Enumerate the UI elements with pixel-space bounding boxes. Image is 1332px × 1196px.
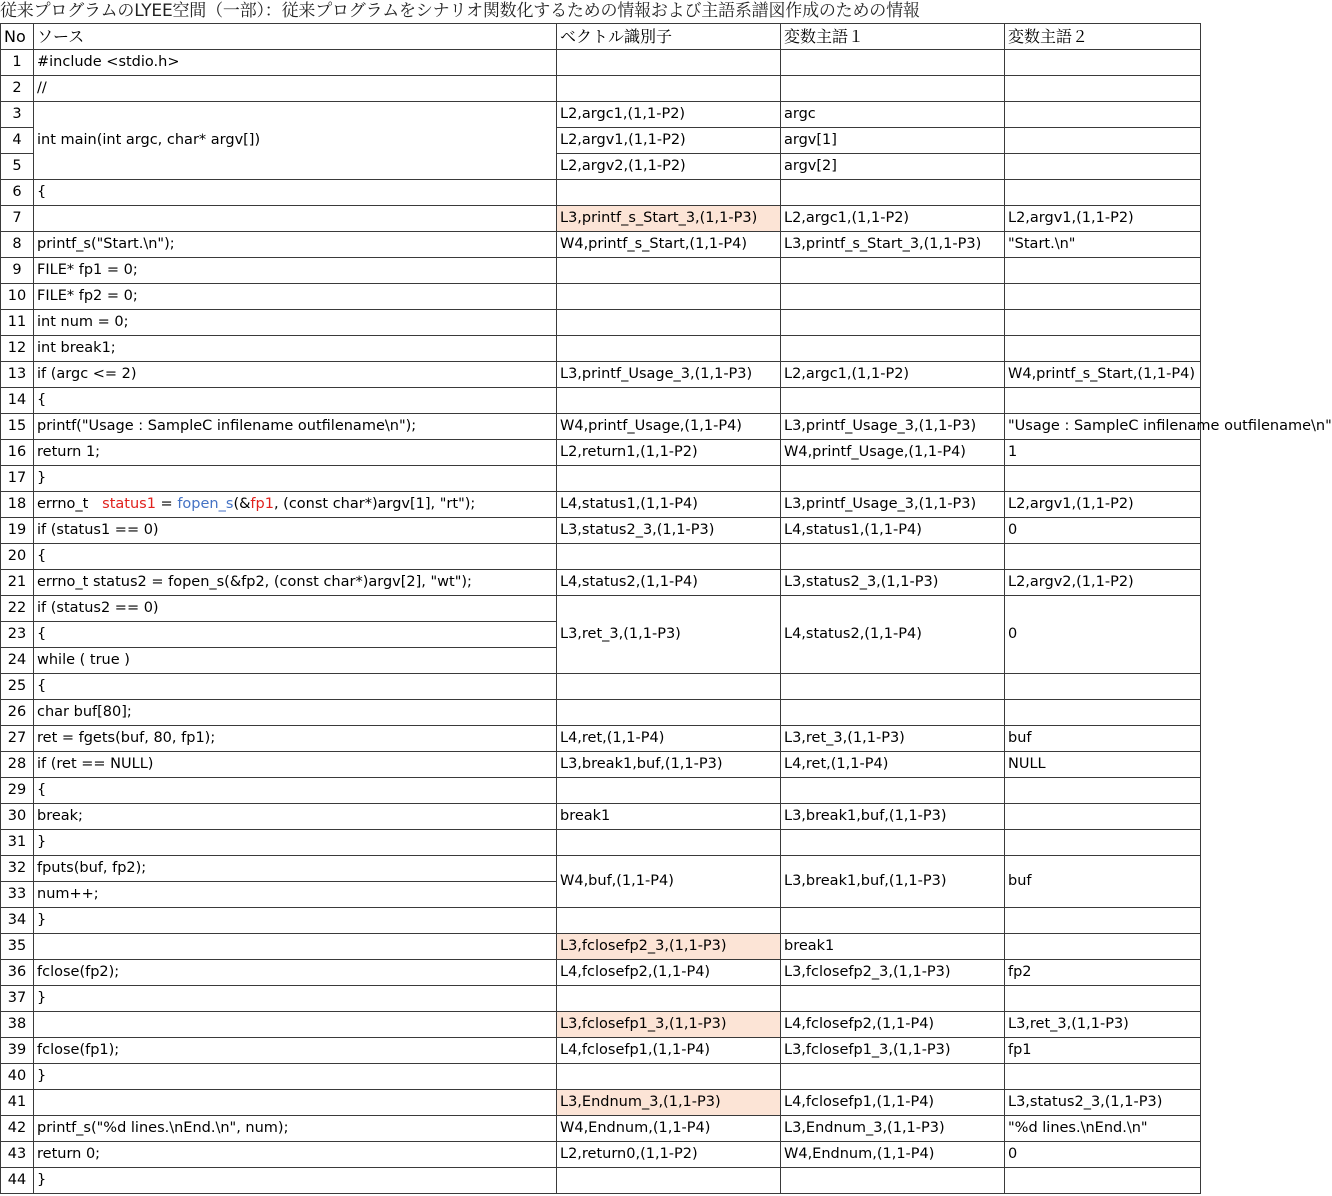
var-subject-2-cell: L3,ret_3,(1,1-P3) xyxy=(1005,1012,1201,1038)
source-cell: num++; xyxy=(34,882,557,908)
var-subject-2-cell xyxy=(1005,778,1201,804)
var-subject-1-cell: L4,fclosefp1,(1,1-P4) xyxy=(781,1090,1005,1116)
row-number: 28 xyxy=(1,752,34,778)
table-row xyxy=(1,1090,1201,1116)
var-subject-1-cell xyxy=(781,544,1005,570)
table-row xyxy=(1,544,1201,570)
source-cell: printf_s("%d lines.\nEnd.\n", num); xyxy=(34,1116,557,1142)
source-cell xyxy=(34,934,557,960)
source-cell: int num = 0; xyxy=(34,310,557,336)
table-row xyxy=(1,700,1201,726)
vector-id-cell: W4,Endnum,(1,1-P4) xyxy=(557,1116,781,1142)
var-subject-2-cell xyxy=(1005,50,1201,76)
row-number: 18 xyxy=(1,492,34,518)
var-subject-2-cell xyxy=(1005,804,1201,830)
var-subject-1-cell: break1 xyxy=(781,934,1005,960)
var-subject-2-cell: fp2 xyxy=(1005,960,1201,986)
var-subject-2-cell: L3,status2_3,(1,1-P3) xyxy=(1005,1090,1201,1116)
source-cell: { xyxy=(34,388,557,414)
table-row xyxy=(1,934,1201,960)
header-source: ソース xyxy=(34,24,557,50)
var-subject-2-cell: L2,argv2,(1,1-P2) xyxy=(1005,570,1201,596)
var-subject-2-cell: 0 xyxy=(1005,1142,1201,1168)
table-row xyxy=(1,284,1201,310)
row-number: 34 xyxy=(1,908,34,934)
var-subject-2-cell: "%d lines.\nEnd.\n" xyxy=(1005,1116,1201,1142)
var-subject-2-cell: fp1 xyxy=(1005,1038,1201,1064)
var-subject-2-cell xyxy=(1005,310,1201,336)
vector-id-cell: L3,ret_3,(1,1-P3) xyxy=(557,596,781,674)
row-number: 20 xyxy=(1,544,34,570)
var-subject-1-cell xyxy=(781,50,1005,76)
var-subject-1-cell: L3,fclosefp2_3,(1,1-P3) xyxy=(781,960,1005,986)
var-subject-1-cell: L2,argc1,(1,1-P2) xyxy=(781,206,1005,232)
table-row xyxy=(1,960,1201,986)
source-cell: ret = fgets(buf, 80, fp1); xyxy=(34,726,557,752)
var-subject-1-cell: L4,ret,(1,1-P4) xyxy=(781,752,1005,778)
source-cell: #include <stdio.h> xyxy=(34,50,557,76)
var-subject-1-cell: L3,ret_3,(1,1-P3) xyxy=(781,726,1005,752)
table-row xyxy=(1,1168,1201,1194)
source-cell: FILE* fp2 = 0; xyxy=(34,284,557,310)
vector-id-cell: L4,fclosefp1,(1,1-P4) xyxy=(557,1038,781,1064)
vector-id-cell: L3,break1,buf,(1,1-P3) xyxy=(557,752,781,778)
vector-id-cell: L4,status2,(1,1-P4) xyxy=(557,570,781,596)
var-subject-1-cell: L3,status2_3,(1,1-P3) xyxy=(781,570,1005,596)
row-number: 9 xyxy=(1,258,34,284)
row-number: 21 xyxy=(1,570,34,596)
row-number: 22 xyxy=(1,596,34,622)
row-number: 3 xyxy=(1,102,34,128)
var-subject-1-cell xyxy=(781,986,1005,1012)
table-row xyxy=(1,856,1201,882)
row-number: 11 xyxy=(1,310,34,336)
table-row xyxy=(1,596,1201,622)
vector-id-cell xyxy=(557,778,781,804)
source-cell: } xyxy=(34,986,557,1012)
var-subject-1-cell: argc xyxy=(781,102,1005,128)
source-cell xyxy=(34,492,557,518)
source-cell: } xyxy=(34,1168,557,1194)
row-number: 29 xyxy=(1,778,34,804)
table-row xyxy=(1,518,1201,544)
table-row xyxy=(1,1116,1201,1142)
var-subject-1-cell: L4,status2,(1,1-P4) xyxy=(781,596,1005,674)
vector-id-cell: L4,ret,(1,1-P4) xyxy=(557,726,781,752)
table-row xyxy=(1,466,1201,492)
var-subject-1-cell xyxy=(781,284,1005,310)
source-cell: if (argc <= 2) xyxy=(34,362,557,388)
var-subject-1-cell xyxy=(781,778,1005,804)
table-row xyxy=(1,778,1201,804)
table-row xyxy=(1,440,1201,466)
var-subject-1-cell: L3,printf_Usage_3,(1,1-P3) xyxy=(781,414,1005,440)
var-subject-1-cell xyxy=(781,388,1005,414)
source-cell: fclose(fp2); xyxy=(34,960,557,986)
src-token-fp1: fp1 xyxy=(250,496,274,512)
var-subject-2-cell xyxy=(1005,674,1201,700)
var-subject-1-cell: L3,fclosefp1_3,(1,1-P3) xyxy=(781,1038,1005,1064)
src-token-fopen-s: fopen_s xyxy=(177,496,234,512)
var-subject-2-cell xyxy=(1005,544,1201,570)
src-token: (& xyxy=(233,496,251,512)
var-subject-2-cell: buf xyxy=(1005,726,1201,752)
var-subject-1-cell xyxy=(781,310,1005,336)
var-subject-1-cell: W4,Endnum,(1,1-P4) xyxy=(781,1142,1005,1168)
var-subject-2-cell xyxy=(1005,1168,1201,1194)
vector-id-cell: L3,printf_s_Start_3,(1,1-P3) xyxy=(557,206,781,232)
var-subject-1-cell xyxy=(781,700,1005,726)
var-subject-1-cell: L3,printf_Usage_3,(1,1-P3) xyxy=(781,492,1005,518)
var-subject-2-cell: L2,argv1,(1,1-P2) xyxy=(1005,492,1201,518)
row-number: 17 xyxy=(1,466,34,492)
source-cell: while ( true ) xyxy=(34,648,557,674)
var-subject-1-cell: L2,argc1,(1,1-P2) xyxy=(781,362,1005,388)
vector-id-cell xyxy=(557,544,781,570)
src-token: errno_t xyxy=(37,496,103,512)
source-cell: } xyxy=(34,1064,557,1090)
var-subject-1-cell xyxy=(781,466,1005,492)
var-subject-2-cell: "Usage : SampleC infilename outfilename\n" xyxy=(1005,414,1201,440)
row-number: 30 xyxy=(1,804,34,830)
source-cell: } xyxy=(34,908,557,934)
var-subject-2-cell xyxy=(1005,128,1201,154)
var-subject-2-cell xyxy=(1005,180,1201,206)
header-row xyxy=(1,24,1201,50)
var-subject-2-cell xyxy=(1005,154,1201,180)
table-row xyxy=(1,232,1201,258)
var-subject-1-cell: L3,printf_s_Start_3,(1,1-P3) xyxy=(781,232,1005,258)
vector-id-cell xyxy=(557,986,781,1012)
table-row xyxy=(1,180,1201,206)
var-subject-2-cell xyxy=(1005,1064,1201,1090)
src-token-status1: status1 xyxy=(102,496,156,512)
var-subject-2-cell xyxy=(1005,830,1201,856)
table-row xyxy=(1,1064,1201,1090)
header-var-subject-2: 変数主語２ xyxy=(1005,24,1201,50)
vector-id-cell: break1 xyxy=(557,804,781,830)
table-row xyxy=(1,206,1201,232)
var-subject-1-cell xyxy=(781,336,1005,362)
row-number: 43 xyxy=(1,1142,34,1168)
var-subject-1-cell: L3,break1,buf,(1,1-P3) xyxy=(781,856,1005,908)
table-row xyxy=(1,570,1201,596)
table-row xyxy=(1,414,1201,440)
vector-id-cell: L2,argv1,(1,1-P2) xyxy=(557,128,781,154)
vector-id-cell xyxy=(557,830,781,856)
row-number: 4 xyxy=(1,128,34,154)
source-cell xyxy=(34,1012,557,1038)
var-subject-2-cell xyxy=(1005,934,1201,960)
vector-id-cell xyxy=(557,466,781,492)
var-subject-1-cell: L3,Endnum_3,(1,1-P3) xyxy=(781,1116,1005,1142)
var-subject-2-cell: 0 xyxy=(1005,596,1201,674)
row-number: 7 xyxy=(1,206,34,232)
vector-id-cell: W4,printf_s_Start,(1,1-P4) xyxy=(557,232,781,258)
row-number: 42 xyxy=(1,1116,34,1142)
source-cell: return 0; xyxy=(34,1142,557,1168)
table-row xyxy=(1,1142,1201,1168)
source-cell: return 1; xyxy=(34,440,557,466)
var-subject-2-cell xyxy=(1005,700,1201,726)
row-number: 40 xyxy=(1,1064,34,1090)
row-number: 13 xyxy=(1,362,34,388)
var-subject-2-cell: L2,argv1,(1,1-P2) xyxy=(1005,206,1201,232)
source-cell xyxy=(34,1090,557,1116)
vector-id-cell: L3,printf_Usage_3,(1,1-P3) xyxy=(557,362,781,388)
row-number: 5 xyxy=(1,154,34,180)
row-number: 12 xyxy=(1,336,34,362)
var-subject-2-cell xyxy=(1005,258,1201,284)
vector-id-cell xyxy=(557,674,781,700)
row-number: 8 xyxy=(1,232,34,258)
header-var-subject-1: 変数主語１ xyxy=(781,24,1005,50)
row-number: 33 xyxy=(1,882,34,908)
vector-id-cell xyxy=(557,180,781,206)
var-subject-2-cell xyxy=(1005,388,1201,414)
source-cell: fclose(fp1); xyxy=(34,1038,557,1064)
var-subject-2-cell: 1 xyxy=(1005,440,1201,466)
vector-id-cell: L4,status1,(1,1-P4) xyxy=(557,492,781,518)
var-subject-2-cell xyxy=(1005,336,1201,362)
src-token: = xyxy=(155,496,178,512)
source-cell: int main(int argc, char* argv[]) xyxy=(34,102,557,180)
source-cell: } xyxy=(34,466,557,492)
vector-id-cell: L3,fclosefp2_3,(1,1-P3) xyxy=(557,934,781,960)
row-number: 1 xyxy=(1,50,34,76)
source-cell: } xyxy=(34,830,557,856)
source-cell: errno_t status2 = fopen_s(&fp2, (const char*)argv[2], "wt"); xyxy=(34,570,557,596)
source-cell: { xyxy=(34,778,557,804)
var-subject-2-cell: buf xyxy=(1005,856,1201,908)
var-subject-1-cell xyxy=(781,830,1005,856)
row-number: 6 xyxy=(1,180,34,206)
header-vector-id: ベクトル識別子 xyxy=(557,24,781,50)
var-subject-1-cell: L3,break1,buf,(1,1-P3) xyxy=(781,804,1005,830)
header-no: No xyxy=(1,24,34,50)
table-row xyxy=(1,1038,1201,1064)
row-number: 25 xyxy=(1,674,34,700)
table-row xyxy=(1,258,1201,284)
vector-id-cell: L3,status2_3,(1,1-P3) xyxy=(557,518,781,544)
var-subject-2-cell: 0 xyxy=(1005,518,1201,544)
vector-id-cell: W4,printf_Usage,(1,1-P4) xyxy=(557,414,781,440)
vector-id-cell: L2,argc1,(1,1-P2) xyxy=(557,102,781,128)
source-cell: break; xyxy=(34,804,557,830)
vector-id-cell: L2,return0,(1,1-P2) xyxy=(557,1142,781,1168)
vector-id-cell xyxy=(557,336,781,362)
source-cell: char buf[80]; xyxy=(34,700,557,726)
var-subject-1-cell xyxy=(781,908,1005,934)
sheet-title: 従来プログラムのLYEE空間（一部）：従来プログラムをシナリオ関数化するための情報および主語系譜図作成のための情報 xyxy=(0,1,920,21)
var-subject-1-cell xyxy=(781,76,1005,102)
table-row xyxy=(1,726,1201,752)
table-row xyxy=(1,336,1201,362)
var-subject-2-cell xyxy=(1005,102,1201,128)
vector-id-cell xyxy=(557,1168,781,1194)
source-cell: // xyxy=(34,76,557,102)
source-cell: { xyxy=(34,180,557,206)
row-number: 23 xyxy=(1,622,34,648)
vector-id-cell xyxy=(557,76,781,102)
row-number: 2 xyxy=(1,76,34,102)
vector-id-cell: W4,buf,(1,1-P4) xyxy=(557,856,781,908)
row-number: 24 xyxy=(1,648,34,674)
table-row xyxy=(1,804,1201,830)
vector-id-cell: L2,return1,(1,1-P2) xyxy=(557,440,781,466)
source-cell: { xyxy=(34,674,557,700)
var-subject-1-cell: W4,printf_Usage,(1,1-P4) xyxy=(781,440,1005,466)
var-subject-2-cell: "Start.\n" xyxy=(1005,232,1201,258)
vector-id-cell xyxy=(557,284,781,310)
var-subject-1-cell xyxy=(781,1168,1005,1194)
var-subject-2-cell xyxy=(1005,986,1201,1012)
row-number: 39 xyxy=(1,1038,34,1064)
table-row xyxy=(1,986,1201,1012)
source-cell: if (status1 == 0) xyxy=(34,518,557,544)
table-row xyxy=(1,362,1201,388)
table-row xyxy=(1,492,1201,518)
row-number: 16 xyxy=(1,440,34,466)
source-cell: printf_s("Start.\n"); xyxy=(34,232,557,258)
table-row xyxy=(1,310,1201,336)
row-number: 31 xyxy=(1,830,34,856)
vector-id-cell: L2,argv2,(1,1-P2) xyxy=(557,154,781,180)
table-row xyxy=(1,908,1201,934)
src-token: , (const char*)argv[1], "rt"); xyxy=(273,496,476,512)
table-row xyxy=(1,388,1201,414)
source-cell: int break1; xyxy=(34,336,557,362)
row-number: 41 xyxy=(1,1090,34,1116)
var-subject-1-cell xyxy=(781,180,1005,206)
source-cell xyxy=(34,206,557,232)
vector-id-cell xyxy=(557,700,781,726)
var-subject-1-cell xyxy=(781,1064,1005,1090)
var-subject-1-cell xyxy=(781,258,1005,284)
row-number: 36 xyxy=(1,960,34,986)
vector-id-cell: L3,Endnum_3,(1,1-P3) xyxy=(557,1090,781,1116)
source-cell: { xyxy=(34,622,557,648)
source-cell: { xyxy=(34,544,557,570)
row-number: 14 xyxy=(1,388,34,414)
var-subject-1-cell xyxy=(781,674,1005,700)
table-row xyxy=(1,76,1201,102)
table-row xyxy=(1,102,1201,128)
var-subject-2-cell xyxy=(1005,284,1201,310)
var-subject-2-cell xyxy=(1005,908,1201,934)
row-number: 32 xyxy=(1,856,34,882)
row-number: 10 xyxy=(1,284,34,310)
row-number: 38 xyxy=(1,1012,34,1038)
table-body xyxy=(1,24,1332,1194)
var-subject-2-cell xyxy=(1005,466,1201,492)
vector-id-cell xyxy=(557,50,781,76)
var-subject-2-cell xyxy=(1005,76,1201,102)
var-subject-1-cell: argv[2] xyxy=(781,154,1005,180)
row-number: 27 xyxy=(1,726,34,752)
table-row xyxy=(1,830,1201,856)
vector-id-cell xyxy=(557,388,781,414)
var-subject-2-cell: NULL xyxy=(1005,752,1201,778)
var-subject-1-cell: L4,status1,(1,1-P4) xyxy=(781,518,1005,544)
var-subject-1-cell: L4,fclosefp2,(1,1-P4) xyxy=(781,1012,1005,1038)
source-cell: fputs(buf, fp2); xyxy=(34,856,557,882)
vector-id-cell xyxy=(557,1064,781,1090)
row-number: 37 xyxy=(1,986,34,1012)
table-row xyxy=(1,50,1201,76)
vector-id-cell xyxy=(557,258,781,284)
vector-id-cell xyxy=(557,908,781,934)
var-subject-1-cell: argv[1] xyxy=(781,128,1005,154)
row-number: 35 xyxy=(1,934,34,960)
source-cell: FILE* fp1 = 0; xyxy=(34,258,557,284)
row-number: 26 xyxy=(1,700,34,726)
source-cell: printf("Usage : SampleC infilename outfilename\n"); xyxy=(34,414,557,440)
var-subject-2-cell: W4,printf_s_Start,(1,1-P4) xyxy=(1005,362,1201,388)
table-row xyxy=(1,752,1201,778)
source-cell: if (status2 == 0) xyxy=(34,596,557,622)
row-number: 44 xyxy=(1,1168,34,1194)
row-number: 15 xyxy=(1,414,34,440)
lyee-space-table xyxy=(0,23,1332,1194)
row-number: 19 xyxy=(1,518,34,544)
source-cell: if (ret == NULL) xyxy=(34,752,557,778)
table-row xyxy=(1,674,1201,700)
vector-id-cell xyxy=(557,310,781,336)
table-row xyxy=(1,1012,1201,1038)
vector-id-cell: L4,fclosefp2,(1,1-P4) xyxy=(557,960,781,986)
vector-id-cell: L3,fclosefp1_3,(1,1-P3) xyxy=(557,1012,781,1038)
